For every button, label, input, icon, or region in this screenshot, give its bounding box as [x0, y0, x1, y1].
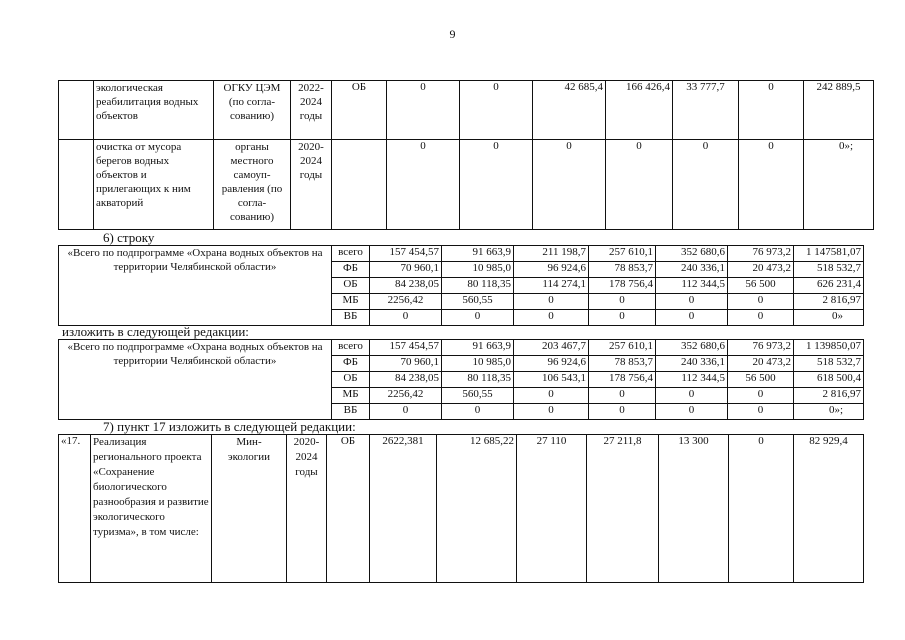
value-cell: 257 610,1 — [589, 340, 656, 356]
value-cell: 0 — [514, 294, 589, 310]
row-number-cell — [59, 81, 94, 140]
table-row — [59, 340, 864, 356]
years: 2020- 2024 годы — [291, 140, 332, 230]
value-cell: 20 473,2 — [728, 356, 794, 372]
value-cell: 0 — [728, 310, 794, 326]
value-cell: 10 985,0 — [442, 262, 514, 278]
item-7-label: 7) пункт 17 изложить в следующей редакции: — [103, 419, 356, 434]
value-cell: 0 — [370, 310, 442, 326]
value-cell: 0 — [739, 81, 804, 140]
value-cell: 0 — [442, 404, 514, 420]
table-row — [59, 246, 864, 262]
value-cell: 0 — [460, 81, 533, 140]
item-6-label: 6) строку — [103, 230, 155, 245]
value-cell: 0 — [729, 435, 794, 583]
value-cell: 20 473,2 — [728, 262, 794, 278]
value-cell: 240 336,1 — [656, 356, 728, 372]
total-cell: 2 816,97 — [794, 294, 864, 310]
executor: Мин- экологии — [212, 435, 287, 583]
total-cell: 1 139850,07 — [794, 340, 864, 356]
value-cell: 0 — [656, 310, 728, 326]
value-cell: 10 985,0 — [442, 356, 514, 372]
page-number: 9 — [449, 27, 456, 41]
funding-source: МБ — [332, 294, 370, 310]
value-cell: 2256,42 — [370, 388, 442, 404]
value-cell: 84 238,05 — [370, 278, 442, 294]
item-number: «17. — [59, 435, 91, 583]
new-edition-label: изложить в следующей редакции: — [62, 324, 249, 339]
value-cell: 0 — [514, 404, 589, 420]
value-cell: 560,55 — [442, 388, 514, 404]
total-cell: 618 500,4 — [794, 372, 864, 388]
value-cell: 0 — [589, 310, 656, 326]
funding-source: ВБ — [332, 404, 370, 420]
row-number-cell — [59, 140, 94, 230]
value-cell: 0 — [387, 140, 460, 230]
years: 2020- 2024 годы — [287, 435, 327, 583]
value-cell: 560,55 — [442, 294, 514, 310]
value-cell: 352 680,6 — [656, 340, 728, 356]
value-cell: 157 454,57 — [370, 246, 442, 262]
table-row — [59, 140, 874, 230]
total-cell: 0»; — [804, 140, 874, 230]
value-cell: 240 336,1 — [656, 262, 728, 278]
value-cell: 203 467,7 — [514, 340, 589, 356]
value-cell: 80 118,35 — [442, 372, 514, 388]
value-cell: 91 663,9 — [442, 246, 514, 262]
value-cell: 0 — [656, 294, 728, 310]
funding-source: МБ — [332, 388, 370, 404]
total-cell: 242 889,5 — [804, 81, 874, 140]
executor: органы местного самоуп- равления (по согла- сованию) — [214, 140, 291, 230]
value-cell: 78 853,7 — [589, 262, 656, 278]
value-cell: 0 — [589, 294, 656, 310]
funding-source: ФБ — [332, 262, 370, 278]
value-cell: 211 198,7 — [514, 246, 589, 262]
value-cell: 33 777,7 — [673, 81, 739, 140]
value-cell: 0 — [533, 140, 606, 230]
total-cell: 2 816,97 — [794, 388, 864, 404]
item-17-table — [58, 434, 864, 583]
value-cell: 0 — [514, 388, 589, 404]
value-cell: 96 924,6 — [514, 356, 589, 372]
program-items-table — [58, 80, 874, 230]
value-cell: 0 — [370, 404, 442, 420]
funding-source: ОБ — [327, 435, 370, 583]
value-cell: 0 — [728, 294, 794, 310]
value-cell: 257 610,1 — [589, 246, 656, 262]
value-cell: 0 — [656, 404, 728, 420]
value-cell: 112 344,5 — [656, 278, 728, 294]
funding-source — [332, 140, 387, 230]
value-cell: 0 — [460, 140, 533, 230]
value-cell: 70 960,1 — [370, 262, 442, 278]
summary-title: «Всего по подпрограмме «Охрана водных объектов на территории Челябинской области» — [59, 246, 332, 326]
funding-source: всего — [332, 246, 370, 262]
total-cell: 518 532,7 — [794, 262, 864, 278]
value-cell: 56 500 — [728, 278, 794, 294]
item-name: очистка от мусора берегов водных объектов и прилегающих к ним акваторий — [94, 140, 214, 230]
value-cell: 12 685,22 — [437, 435, 517, 583]
funding-source: всего — [332, 340, 370, 356]
years: 2022- 2024 годы — [291, 81, 332, 140]
total-cell: 518 532,7 — [794, 356, 864, 372]
table-row — [59, 435, 864, 583]
funding-source: ОБ — [332, 81, 387, 140]
summary-title: «Всего по подпрограмме «Охрана водных объектов на территории Челябинской области» — [59, 340, 332, 420]
total-cell: 626 231,4 — [794, 278, 864, 294]
value-cell: 0 — [656, 388, 728, 404]
value-cell: 84 238,05 — [370, 372, 442, 388]
value-cell: 13 300 — [659, 435, 729, 583]
summary-table-old — [58, 245, 864, 326]
value-cell: 76 973,2 — [728, 340, 794, 356]
total-cell: 0»; — [794, 404, 864, 420]
value-cell: 80 118,35 — [442, 278, 514, 294]
value-cell: 0 — [728, 388, 794, 404]
value-cell: 56 500 — [728, 372, 794, 388]
value-cell: 178 756,4 — [589, 372, 656, 388]
value-cell: 76 973,2 — [728, 246, 794, 262]
value-cell: 112 344,5 — [656, 372, 728, 388]
value-cell: 0 — [739, 140, 804, 230]
funding-source: ОБ — [332, 278, 370, 294]
value-cell: 2256,42 — [370, 294, 442, 310]
value-cell: 157 454,57 — [370, 340, 442, 356]
value-cell: 0 — [442, 310, 514, 326]
value-cell: 42 685,4 — [533, 81, 606, 140]
value-cell: 78 853,7 — [589, 356, 656, 372]
total-cell: 82 929,4 — [794, 435, 864, 583]
value-cell: 352 680,6 — [656, 246, 728, 262]
value-cell: 27 110 — [517, 435, 587, 583]
item-name: Реализация регионального проекта «Сохранение биологического разнообразия и развитие экологического туризма», в том числе: — [91, 435, 212, 583]
executor: ОГКУ ЦЭМ (по согла- сованию) — [214, 81, 291, 140]
total-cell: 1 147581,07 — [794, 246, 864, 262]
value-cell: 0 — [606, 140, 673, 230]
value-cell: 27 211,8 — [587, 435, 659, 583]
value-cell: 70 960,1 — [370, 356, 442, 372]
value-cell: 106 543,1 — [514, 372, 589, 388]
value-cell: 166 426,4 — [606, 81, 673, 140]
value-cell: 2622,381 — [370, 435, 437, 583]
table-row — [59, 81, 874, 140]
value-cell: 114 274,1 — [514, 278, 589, 294]
value-cell: 0 — [728, 404, 794, 420]
value-cell: 0 — [387, 81, 460, 140]
value-cell: 0 — [514, 310, 589, 326]
value-cell: 91 663,9 — [442, 340, 514, 356]
total-cell: 0» — [794, 310, 864, 326]
item-name: экологическая реабилитация водных объектов — [94, 81, 214, 140]
value-cell: 0 — [589, 388, 656, 404]
value-cell: 178 756,4 — [589, 278, 656, 294]
value-cell: 0 — [589, 404, 656, 420]
funding-source: ОБ — [332, 372, 370, 388]
value-cell: 0 — [673, 140, 739, 230]
summary-table-new — [58, 339, 864, 420]
funding-source: ВБ — [332, 310, 370, 326]
funding-source: ФБ — [332, 356, 370, 372]
value-cell: 96 924,6 — [514, 262, 589, 278]
